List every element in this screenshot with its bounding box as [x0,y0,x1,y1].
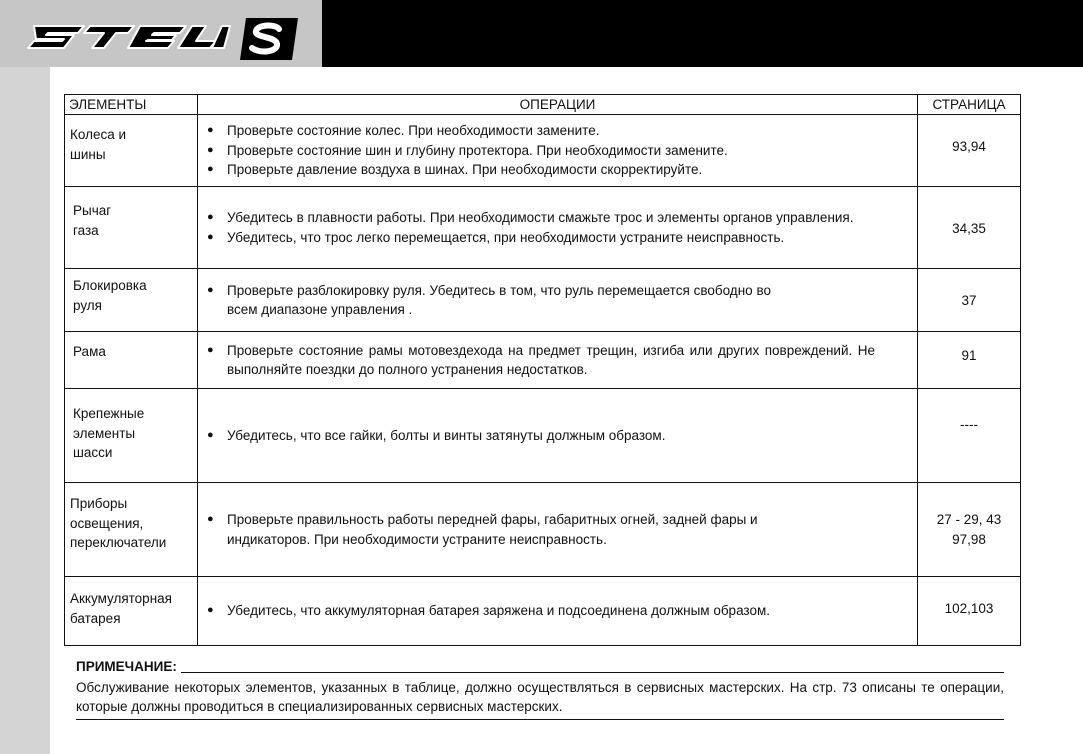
operation-item: ● Убедитесь, что аккумуляторная батарея заряжена и подсоединена должным образом. [207,601,911,621]
element-cell [65,269,198,332]
element-name: Рама [73,344,106,359]
operations-cell [198,269,918,332]
page-cell [918,115,1021,187]
operation-item: ● Убедитесь в плавности работы. При необходимости смажьте трос и элементы органов управления. [207,208,911,228]
operations-cell [198,187,918,269]
note-title: ПРИМЕЧАНИЕ: [76,659,177,674]
maintenance-table [64,94,1021,646]
page-cell [918,187,1021,269]
element-cell [65,332,198,389]
table-row [65,332,1021,389]
page-cell [918,389,1021,483]
page-ref: 34,35 [952,221,986,236]
page-ref: 37 [961,293,977,308]
stels-badge-icon [236,16,302,62]
element-name: Рычаг газа [73,203,112,238]
operation-item: ● Проверьте состояние рамы мотовездехода на предмет трещин, изгиба или других повреждений. Не выполняйте поездки до полного устранения недостатков. [207,341,911,380]
element-cell [65,577,198,646]
stels-wordmark-icon [26,22,231,52]
page-ref: ---- [960,417,978,432]
element-name: Крепежные элементы шасси [73,406,145,460]
element-cell [65,389,198,483]
element-cell [65,115,198,187]
operation-item: ● Проверьте разблокировку руля. Убедитесь в том, что руль перемещается свободно во всем диапазоне управления . [207,281,911,320]
header-page: СТРАНИЦА [918,95,1021,115]
page-cell [918,577,1021,646]
side-bar [0,67,50,754]
note-section [76,657,1004,720]
page-cell [918,332,1021,389]
page-ref: 93,94 [952,139,986,154]
page-ref: 102,103 [944,601,994,616]
operation-item: ● Проверьте давление воздуха в шинах. При необходимости скорректируйте. [207,160,911,180]
element-cell [65,187,198,269]
table-row [65,187,1021,269]
element-name: Приборы освещения, переключатели [70,496,167,550]
page-cell [918,483,1021,577]
element-name: Аккумуляторная батарея [70,591,172,626]
table-row [65,577,1021,646]
operations-cell [198,332,918,389]
header-operations: ОПЕРАЦИИ [198,95,918,115]
page-ref: 27 - 29, 43 97,98 [936,512,1002,547]
page-ref: 91 [961,348,977,363]
stels-logo [26,14,316,62]
table-header-row [65,95,1021,115]
note-divider [181,672,1004,673]
page-cell [918,269,1021,332]
operations-cell [198,577,918,646]
operation-item: ● Проверьте состояние шин и глубину протектора. При необходимости замените. [207,141,911,161]
operation-item: ● Убедитесь, что трос легко перемещается, при необходимости устраните неисправность. [207,228,911,248]
operations-cell [198,389,918,483]
element-name: Блокировка руля [73,278,147,313]
element-name: Колеса и шины [70,127,127,162]
note-text: Обслуживание некоторых элементов, указанных в таблице, должно осуществляться в сервисных мастерских. На стр. 73 описаны те операции, которые должны проводиться в специализированных сервисных мастерских. [76,679,1004,714]
operation-item: ● Убедитесь, что все гайки, болты и винты затянуты должным образом. [207,426,911,446]
note-bottom-divider [76,719,1004,720]
operation-item: ● Проверьте состояние колес. При необходимости замените. [207,121,911,141]
table-row [65,269,1021,332]
element-cell [65,483,198,577]
operation-item: ● Проверьте правильность работы передней фары, габаритных огней, задней фары и индикаторов. При необходимости устраните неисправность. [207,510,911,549]
logo-area [0,0,322,67]
table-row [65,389,1021,483]
table-row [65,115,1021,187]
table-row [65,483,1021,577]
header-elements: ЭЛЕМЕНТЫ [65,95,198,115]
operations-cell [198,483,918,577]
operations-cell [198,115,918,187]
